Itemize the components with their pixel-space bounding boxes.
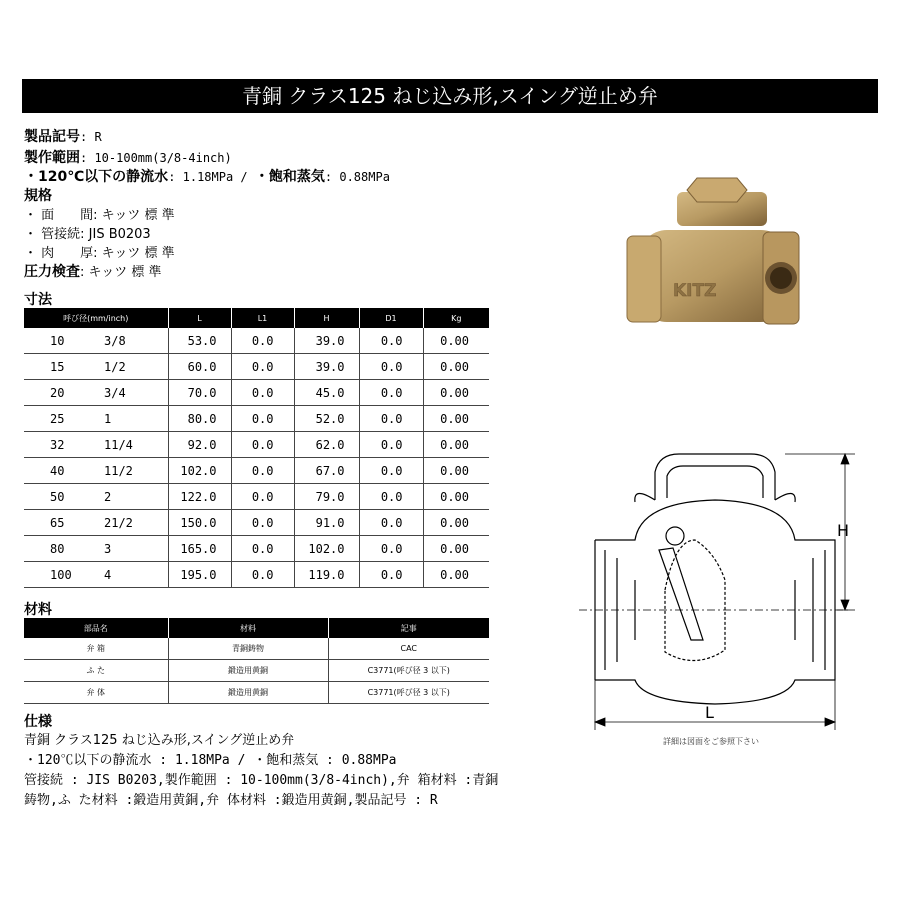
table-cell: 21/2 (96, 510, 168, 536)
table-cell: 0.00 (423, 510, 489, 536)
table-cell: 0.00 (423, 406, 489, 432)
drawing-label-l: L (705, 703, 714, 722)
materials-heading: 材料 (24, 602, 52, 618)
h-arrow-bottom (841, 600, 849, 610)
range-line (24, 149, 232, 168)
pressure-line (24, 168, 390, 187)
mat-header-part: 部品名 (24, 618, 168, 638)
valve-hex-plug (687, 178, 747, 202)
table-cell: 92.0 (168, 432, 231, 458)
dim-header-kg: Kg (423, 308, 489, 328)
table-cell: 10 (24, 328, 96, 354)
table-cell: 0.00 (423, 458, 489, 484)
table-cell: 0.00 (423, 432, 489, 458)
drawing-cap (655, 454, 775, 500)
table-cell: 150.0 (168, 510, 231, 536)
table-cell: 弁 体 (24, 682, 168, 704)
table-cell: 0.0 (231, 432, 294, 458)
table-cell: 20 (24, 380, 96, 406)
table-cell: 102.0 (294, 536, 359, 562)
dim-header-l1: L1 (231, 308, 294, 328)
table-cell: 52.0 (294, 406, 359, 432)
range-value: : 10-100mm(3/8-4inch) (80, 151, 232, 165)
table-cell: 0.00 (423, 380, 489, 406)
table-cell: 0.0 (359, 562, 423, 588)
table-cell: 0.0 (231, 536, 294, 562)
table-cell: ふ た (24, 660, 168, 682)
table-cell: 0.0 (231, 458, 294, 484)
table-cell: 0.0 (359, 484, 423, 510)
drawing-cap-inner (667, 466, 763, 498)
table-cell: 195.0 (168, 562, 231, 588)
table-cell: 39.0 (294, 354, 359, 380)
table-cell: 鍛造用黄銅 (168, 682, 328, 704)
table-row (24, 660, 489, 682)
table-cell: 弁 箱 (24, 638, 168, 660)
table-cell: 0.0 (231, 510, 294, 536)
table-row (24, 458, 489, 484)
product-code-label: 製品記号 (24, 129, 80, 145)
table-cell: 0.00 (423, 328, 489, 354)
table-cell: C3771(呼び径 3 以下) (328, 660, 489, 682)
table-cell: 11/4 (96, 432, 168, 458)
spec-text-line-2: ・120℃以下の静流水 : 1.18MPa / ・飽和蒸気 : 0.88MPa (24, 753, 397, 768)
table-row (24, 328, 489, 354)
table-cell: 0.00 (423, 484, 489, 510)
table-cell: 67.0 (294, 458, 359, 484)
table-row (24, 682, 489, 704)
table-cell: 0.00 (423, 562, 489, 588)
spec-line-2: ・ 管接続: JIS B0203 (24, 227, 151, 242)
brand-logo: KITZ (673, 281, 717, 301)
materials-table (24, 618, 489, 704)
h-arrow-top (841, 454, 849, 464)
valve-bore-inner (770, 267, 792, 289)
table-cell: 1/2 (96, 354, 168, 380)
table-cell: 165.0 (168, 536, 231, 562)
table-cell: 80 (24, 536, 96, 562)
table-cell: 50 (24, 484, 96, 510)
table-cell: 0.0 (359, 354, 423, 380)
table-cell: 0.00 (423, 354, 489, 380)
table-cell: 0.0 (359, 510, 423, 536)
table-cell: 0.0 (359, 406, 423, 432)
product-code-line (24, 128, 102, 147)
l-arrow-right (825, 718, 835, 726)
table-cell: 0.0 (359, 328, 423, 354)
table-row (24, 536, 489, 562)
mat-header-note: 記事 (328, 618, 489, 638)
table-cell: 0.0 (231, 328, 294, 354)
table-row (24, 380, 489, 406)
table-cell: 25 (24, 406, 96, 432)
table-cell: 0.0 (359, 458, 423, 484)
table-cell: 0.0 (231, 380, 294, 406)
pressure-steam-value: : 0.88MPa (324, 170, 390, 184)
drawing-caption: 詳細は図面をご参照下さい (663, 737, 759, 746)
table-cell: 0.0 (231, 406, 294, 432)
table-cell: 4 (96, 562, 168, 588)
table-row (24, 432, 489, 458)
spec-heading: 規格 (24, 188, 52, 204)
table-cell: 2 (96, 484, 168, 510)
table-row (24, 484, 489, 510)
table-row (24, 510, 489, 536)
table-cell: 119.0 (294, 562, 359, 588)
pressure-water-value: : 1.18MPa / (168, 170, 255, 184)
drawing-hinge-pin (666, 527, 684, 545)
table-cell: 0.0 (231, 354, 294, 380)
table-cell: 40 (24, 458, 96, 484)
pressure-test-line (24, 263, 162, 282)
pressure-water-label: ・120℃以下の静流水 (24, 169, 169, 185)
table-cell: 122.0 (168, 484, 231, 510)
range-label: 製作範囲 (24, 150, 80, 166)
dim-header-h: H (294, 308, 359, 328)
drawing-body-outline (595, 500, 835, 704)
pressure-steam-label: ・飽和蒸気 (254, 169, 325, 185)
table-cell: 79.0 (294, 484, 359, 510)
table-cell: C3771(呼び径 3 以下) (328, 682, 489, 704)
table-cell: 15 (24, 354, 96, 380)
table-cell: 0.0 (231, 562, 294, 588)
table-cell: 3/8 (96, 328, 168, 354)
mat-header-material: 材料 (168, 618, 328, 638)
dimensions-heading: 寸法 (24, 292, 52, 308)
table-row (24, 406, 489, 432)
table-cell: 80.0 (168, 406, 231, 432)
spec-text-line-1: 青銅 クラス125 ねじ込み形,スイング逆止め弁 (24, 733, 295, 748)
spec-text-line-4: 鋳物,ふ た材料 :鍛造用黄銅,弁 体材料 :鍛造用黄銅,製品記号 : R (24, 793, 438, 808)
dim-header-d1: D1 (359, 308, 423, 328)
table-cell: CAC (328, 638, 489, 660)
table-cell: 70.0 (168, 380, 231, 406)
table-cell: 3/4 (96, 380, 168, 406)
table-cell: 1 (96, 406, 168, 432)
l-arrow-left (595, 718, 605, 726)
table-cell: 100 (24, 562, 96, 588)
valve-left-port (627, 236, 661, 322)
table-cell: 102.0 (168, 458, 231, 484)
table-row (24, 562, 489, 588)
table-row (24, 354, 489, 380)
table-cell: 0.0 (359, 432, 423, 458)
product-code-value: : R (80, 130, 102, 144)
pressure-test-value: : キッツ 標 準 (80, 265, 162, 280)
table-cell: 0.0 (231, 484, 294, 510)
page-title: 青銅 クラス125 ねじ込み形,スイング逆止め弁 (22, 79, 878, 113)
table-cell: 0.0 (359, 536, 423, 562)
table-cell: 53.0 (168, 328, 231, 354)
table-cell: 0.00 (423, 536, 489, 562)
table-cell: 3 (96, 536, 168, 562)
table-cell: 60.0 (168, 354, 231, 380)
table-cell: 32 (24, 432, 96, 458)
drawing-cap-flange (635, 493, 795, 502)
drawing-label-h: H (837, 521, 850, 540)
specification-text (24, 731, 544, 811)
dim-header-l: L (168, 308, 231, 328)
dimensions-table (24, 308, 489, 588)
table-cell: 65 (24, 510, 96, 536)
dim-header-nominal: 呼び径(mm/inch) (24, 308, 168, 328)
spec-text-line-3: 管接続 : JIS B0203,製作範囲 : 10-100mm(3/8-4inch),弁 箱材料 :青銅 (24, 773, 499, 788)
valve-drawing (555, 440, 875, 740)
table-cell: 0.0 (359, 380, 423, 406)
table-cell: 39.0 (294, 328, 359, 354)
table-cell: 62.0 (294, 432, 359, 458)
table-cell: 91.0 (294, 510, 359, 536)
spec-line-1: ・ 面 間: キッツ 標 準 (24, 208, 175, 223)
table-row (24, 638, 489, 660)
table-cell: 青銅鋳物 (168, 638, 328, 660)
valve-photo (625, 170, 800, 335)
specification-heading: 仕様 (24, 714, 52, 730)
table-cell: 鍛造用黄銅 (168, 660, 328, 682)
spec-line-3: ・ 肉 厚: キッツ 標 準 (24, 246, 175, 261)
drawing-chamber (665, 540, 725, 661)
table-cell: 45.0 (294, 380, 359, 406)
pressure-test-label: 圧力検査 (24, 264, 80, 280)
table-cell: 11/2 (96, 458, 168, 484)
